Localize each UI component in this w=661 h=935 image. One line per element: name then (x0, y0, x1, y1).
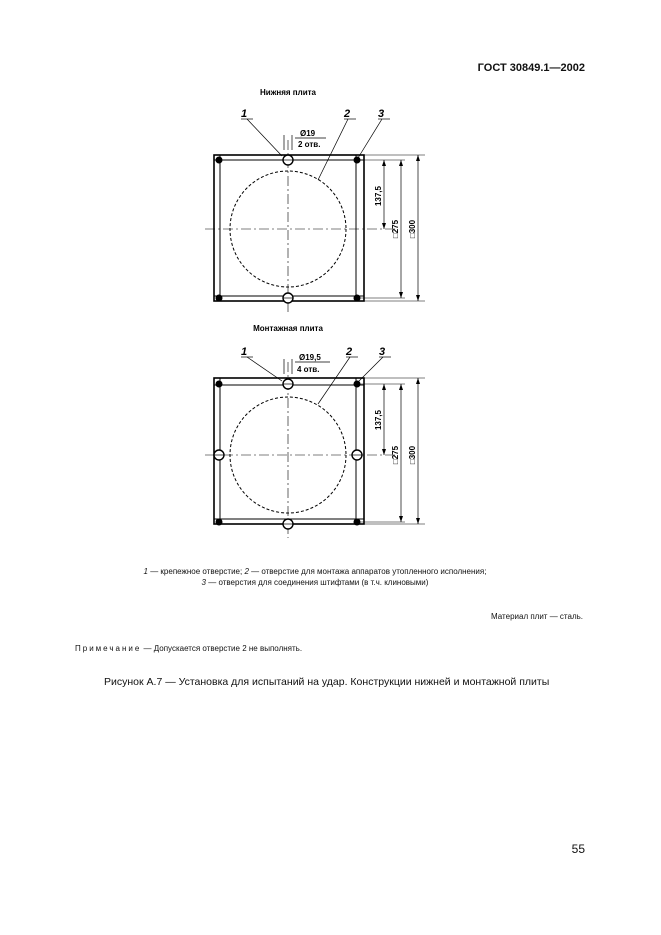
callout-1: 1 (241, 108, 248, 120)
legend-text: — отверстия для соединения штифтами (в т.ч. клиновыми) (206, 578, 429, 587)
dimension-275: □275 (391, 445, 400, 465)
corner-hole (216, 295, 223, 302)
leader-line (358, 119, 382, 158)
legend-line-2 (90, 577, 540, 588)
callout-2: 2 (344, 108, 351, 120)
page-number: 55 (571, 842, 585, 856)
dimension-300: □300 (408, 445, 417, 465)
corner-hole (216, 519, 223, 526)
dimension-137-5: 137,5 (374, 409, 383, 431)
corner-hole (354, 381, 361, 388)
document-standard-header: ГОСТ 30849.1—2002 (477, 62, 585, 74)
drawing-bottom-plate (205, 88, 425, 315)
callout-1: 1 (241, 346, 248, 358)
dimension-275: □275 (391, 219, 400, 239)
leader-line (318, 119, 348, 180)
legend-number: 2 (244, 567, 249, 576)
figure-caption: Рисунок А.7 — Установка для испытаний на удар. Конструкции нижней и монтажной плиты (104, 676, 550, 688)
corner-hole (216, 381, 223, 388)
corner-hole (354, 295, 361, 302)
drawing-mounting-plate (205, 324, 425, 538)
drawing-title: Монтажная плита (253, 324, 323, 333)
dimension-137-5: 137,5 (374, 185, 383, 207)
material-note: Материал плит — сталь. (491, 612, 583, 621)
note-label: Примечание (75, 644, 142, 653)
note-text: — Допускается отверстие 2 не выполнять. (141, 644, 303, 653)
plate-outline (214, 378, 364, 524)
plate-outline (214, 155, 364, 301)
callout-3: 3 (379, 346, 386, 358)
drawing-title: Нижняя плита (260, 88, 316, 97)
corner-hole (354, 157, 361, 164)
legend-number: 3 (201, 578, 206, 587)
legend-text: — крепежное отверстие; (147, 567, 245, 576)
leader-line (318, 357, 350, 404)
dimension-300: □300 (408, 219, 417, 239)
hole-count-label: 2 отв. (298, 140, 321, 149)
legend-text: — отверстие для монтажа аппаратов утопленного исполнения; (248, 567, 487, 576)
legend-line-1 (90, 566, 540, 577)
callout-3: 3 (378, 108, 385, 120)
note (75, 644, 302, 653)
corner-hole (216, 157, 223, 164)
hole-diameter-label: Ø19 (300, 129, 316, 138)
callout-2: 2 (346, 346, 353, 358)
figure-legend (90, 566, 540, 588)
hole-count-label: 4 отв. (297, 365, 320, 374)
corner-hole (354, 519, 361, 526)
legend-number: 1 (143, 567, 148, 576)
hole-diameter-label: Ø19,5 (299, 353, 321, 362)
leader-line (247, 119, 282, 156)
